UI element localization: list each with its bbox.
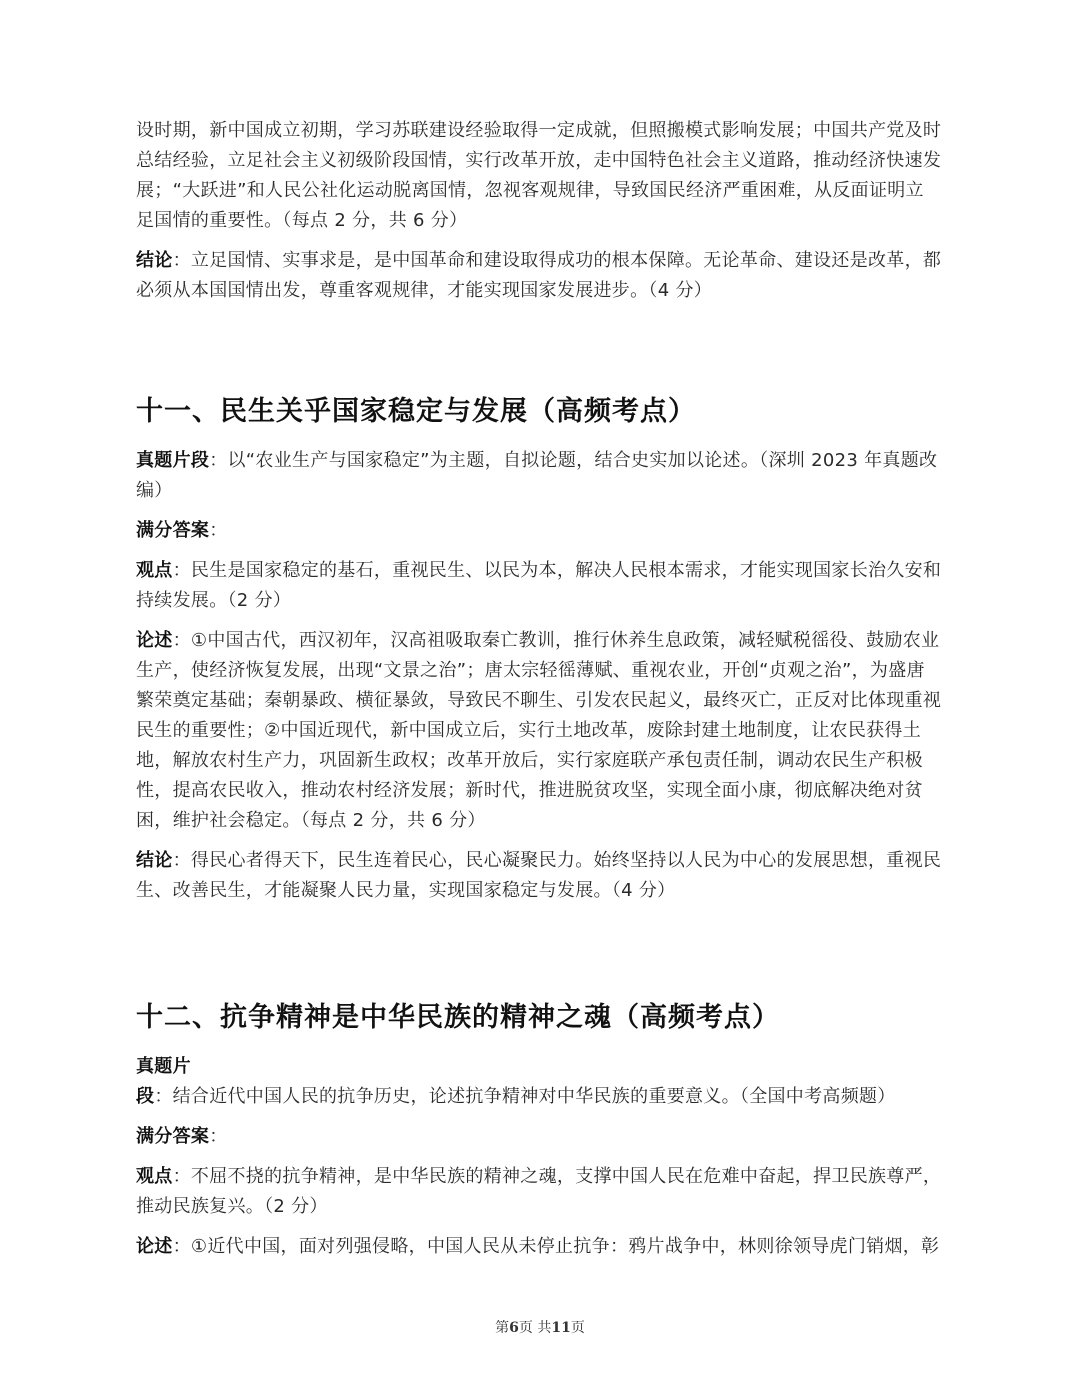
document-body	[136, 116, 942, 1272]
question-text: ：以“农业生产与国家稳定”为主题，自拟论题，结合史实加以论述。（深圳 2023 年真题改编）	[136, 450, 938, 501]
page-footer	[0, 1317, 1080, 1337]
intro-conclusion	[136, 246, 942, 306]
section-11-argument	[136, 626, 942, 836]
conclusion-text: ：得民心者得天下，民生连着民心，民心凝聚民力。始终坚持以人民为中心的发展思想，重视民生、改善民生，才能凝聚人民力量，实现国家稳定与发展。（4 分）	[136, 850, 942, 901]
argument-label: 论述	[136, 1236, 173, 1257]
answer-label: 满分答案	[136, 1126, 210, 1147]
section-11-answer-heading	[136, 516, 942, 546]
question-label: 真题片段	[136, 1056, 191, 1107]
conclusion-label: 结论	[136, 250, 173, 271]
conclusion-label: 结论	[136, 850, 173, 871]
question-text: ：结合近代中国人民的抗争历史，论述抗争精神对中华民族的重要意义。（全国中考高频题）	[154, 1086, 896, 1107]
question-label: 真题片段	[136, 450, 210, 471]
argument-text: ：①中国古代，西汉初年，汉高祖吸取秦亡教训，推行休养生息政策，减轻赋税徭役、鼓励农业生产，使经济恢复发展，出现“文景之治”；唐太宗轻徭薄赋、重视农业，开创“贞观之治”，为盛唐繁荣奠定基础；秦朝暴政、横征暴敛，导致民不聊生、引发农民起义，最终灭亡，正反对比体现重视民生的重要性；②中国近现代，新中国成立后，实行土地改革，废除封建土地制度，让农民获得土地，解放农村生产力，巩固新生政权；改革开放后，实行家庭联产承包责任制，调动农民生产积极性，提高农民收入，推动农村经济发展；新时代，推进脱贫攻坚，实现全面小康，彻底解决绝对贫困，维护社会稳定。（每点 2 分，共 6 分）	[136, 630, 942, 831]
section-12-argument	[136, 1232, 942, 1262]
footer-suffix: 页	[570, 1320, 585, 1336]
footer-prefix: 第	[495, 1320, 510, 1336]
footer-page-number: 6	[509, 1320, 519, 1336]
viewpoint-label: 观点	[136, 1166, 173, 1187]
intro-paragraph	[136, 116, 942, 236]
conclusion-text: ：立足国情、实事求是，是中国革命和建设取得成功的根本保障。无论革命、建设还是改革，都必须从本国国情出发，尊重客观规律，才能实现国家发展进步。（4 分）	[136, 250, 942, 301]
footer-total-pages: 11	[551, 1320, 571, 1336]
viewpoint-text: ：民生是国家稳定的基石，重视民生、以民为本，解决人民根本需求，才能实现国家长治久安和持续发展。（2 分）	[136, 560, 942, 611]
argument-text: ：①近代中国，面对列强侵略，中国人民从未停止抗争：鸦片战争中，林则徐领导虎门销烟，彰	[172, 1236, 940, 1257]
argument-label: 论述	[136, 630, 173, 651]
section-11-viewpoint	[136, 556, 942, 616]
intro-text: 设时期，新中国成立初期，学习苏联建设经验取得一定成就，但照搬模式影响发展；中国共产党及时总结经验，立足社会主义初级阶段国情，实行改革开放，走中国特色社会主义道路，推动经济快速发展；“大跃进”和人民公社化运动脱离国情，忽视客观规律，导致国民经济严重困难，从反面证明立足国情的重要性。（每点 2 分，共 6 分）	[136, 120, 942, 231]
section-12-title: 十二、抗争精神是中华民族的精神之魂（高频考点）	[136, 1002, 780, 1033]
answer-suffix: ：	[209, 520, 228, 541]
section-12-viewpoint	[136, 1162, 942, 1222]
section-11-question	[136, 446, 942, 506]
answer-label: 满分答案	[136, 520, 210, 541]
section-12-question	[136, 1052, 942, 1112]
viewpoint-text: ：不屈不挠的抗争精神，是中华民族的精神之魂，支撑中国人民在危难中奋起，捍卫民族尊严，推动民族复兴。（2 分）	[136, 1166, 942, 1217]
section-11-title: 十一、民生关乎国家稳定与发展（高频考点）	[136, 396, 696, 427]
section-11-conclusion	[136, 846, 942, 906]
section-12-answer-heading	[136, 1122, 942, 1152]
footer-middle: 页 共	[518, 1320, 552, 1336]
viewpoint-label: 观点	[136, 560, 173, 581]
answer-suffix: ：	[209, 1126, 228, 1147]
